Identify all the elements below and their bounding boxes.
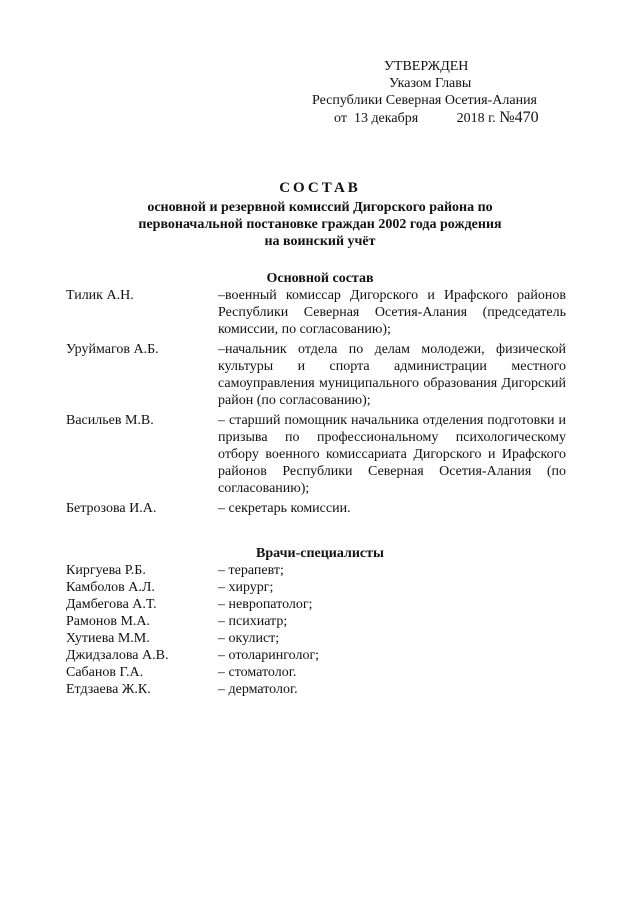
doctor-specialty: – стоматолог. (218, 665, 297, 680)
approval-heading: УТВЕРЖДЕН (384, 59, 469, 74)
doctor-name: Хутиева М.М. (66, 631, 150, 646)
doctor-row (66, 664, 566, 681)
doctor-specialty: – невропатолог; (218, 597, 313, 612)
approval-decree: Указом Главы (389, 76, 472, 91)
doctor-specialty: – отоларинголог; (218, 648, 320, 663)
doctor-specialty: – терапевт; (218, 563, 284, 578)
title-head: СОСТАВ (279, 180, 361, 196)
member-role: –начальник отдела по делам молодежи, физической культуры и спорта администрации местного самоуправления муниципального образования Дигорский район (по согласованию); (218, 342, 566, 408)
approval-number: №470 (499, 109, 539, 126)
approval-date-year: 2018 г. (456, 111, 496, 126)
main-section-title: Основной состав (266, 271, 374, 286)
approval-date-prefix: от (334, 111, 347, 126)
main-members-list (66, 287, 566, 517)
doctor-specialty: – хирург; (218, 580, 274, 595)
member-row (66, 412, 566, 497)
member-name: Тилик А.Н. (66, 288, 134, 303)
doctor-name: Етдзаева Ж.К. (66, 682, 151, 697)
member-role: – секретарь комиссии. (218, 501, 351, 516)
member-role: –военный комиссар Дигорского и Ирафского районов Республики Северная Осетия-Алания (председатель комиссии, по согласованию); (218, 288, 566, 337)
approval-date-day: 13 декабря (353, 111, 419, 126)
member-row (66, 341, 566, 409)
member-row (66, 500, 566, 517)
doctor-row (66, 579, 566, 596)
member-name: Бетрозова И.А. (66, 501, 157, 516)
doctors-section-title: Врачи-специалисты (256, 546, 384, 561)
approval-stamp (312, 58, 562, 127)
doctor-name: Рамонов М.А. (66, 614, 151, 629)
member-role: – старший помощник начальника отделения подготовки и призыва по профессиональному психологическому отбору военного комиссариата Дигорского и Ирафского районов Республики Северная Осетия-Алания (по согласованию); (218, 413, 566, 496)
doctors-list (66, 562, 566, 698)
title-line-1: основной и резервной комиссий Дигорского района по (147, 200, 493, 215)
approval-date-line (334, 109, 562, 127)
doctor-specialty: – психиатр; (218, 614, 288, 629)
doctor-row (66, 562, 566, 579)
doctor-name: Камболов А.Л. (66, 580, 155, 595)
member-name: Васильев М.В. (66, 413, 154, 428)
doctor-row (66, 613, 566, 630)
doctor-specialty: – дерматолог. (218, 682, 298, 697)
member-name: Уруймагов А.Б. (66, 342, 159, 357)
doctor-name: Сабанов Г.А. (66, 665, 144, 680)
doctor-specialty: – окулист; (218, 631, 280, 646)
approval-republic: Республики Северная Осетия-Алания (312, 93, 537, 108)
doctor-name: Дамбегова А.Т. (66, 597, 157, 612)
title-line-2: первоначальной постановке граждан 2002 года рождения (138, 217, 502, 232)
title-line-3: на воинский учёт (264, 234, 376, 249)
document-title (80, 180, 560, 250)
doctor-row (66, 630, 566, 647)
doctor-row (66, 647, 566, 664)
member-row (66, 287, 566, 338)
doctor-row (66, 681, 566, 698)
doctor-name: Киргуева Р.Б. (66, 563, 146, 578)
doctor-row (66, 596, 566, 613)
doctor-name: Джидзалова А.В. (66, 648, 169, 663)
